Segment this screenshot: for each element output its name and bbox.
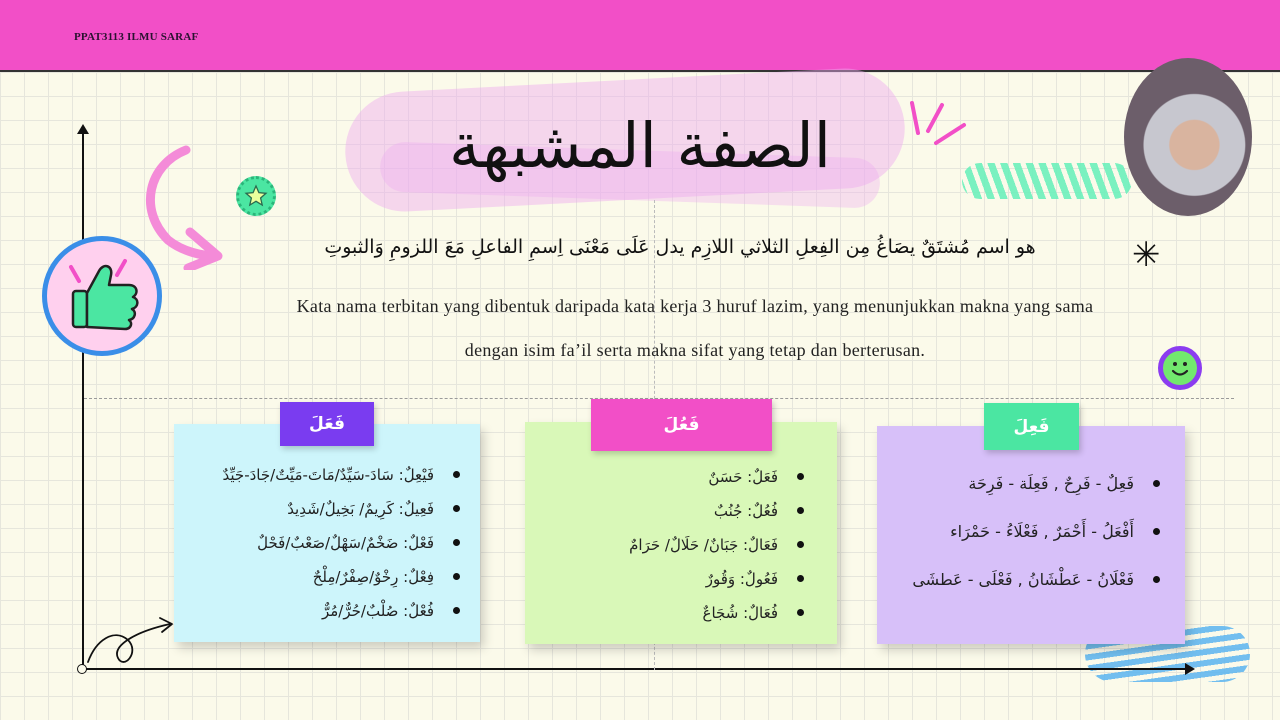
- card-tab-fa-ula: فَعُلَ: [591, 399, 772, 451]
- pattern-list-fa-ila: [890, 460, 1166, 604]
- pattern-list-fa-ula: [540, 460, 810, 630]
- x-axis-arrowhead: [1185, 663, 1195, 675]
- presenter-webcam: [1124, 58, 1252, 216]
- card-tab-fa-ala: فَعَلَ: [280, 402, 374, 446]
- x-axis-line: [82, 668, 1187, 670]
- star-icon: [236, 176, 276, 216]
- y-axis-arrowhead: [77, 124, 89, 134]
- list-item: فَعَالٌ: جَبَانٌ/ حَلَالٌ/ حَرَامٌ: [540, 528, 810, 562]
- y-axis-line: [82, 130, 84, 670]
- spark-lines-icon: [900, 95, 970, 155]
- list-item: فَعْلٌ: ضَخْمٌ/سَهْلٌ/صَعْبٌ/فَحْلٌ: [190, 526, 466, 560]
- list-item: فَعْلَانُ - عَطْشَانُ , فَعْلَى - عَطشَى: [890, 556, 1166, 604]
- asterisk-icon: ✳: [1132, 235, 1161, 275]
- list-item: فَعَلٌ: حَسَنٌ: [540, 460, 810, 494]
- thumbs-up-icon: [47, 241, 157, 351]
- list-item: فِعْلٌ: رِخْوٌ/صِفْرٌ/مِلْحٌ: [190, 560, 466, 594]
- smiley-icon: [1158, 346, 1202, 390]
- list-item: فَعُولٌ: وَقُورٌ: [540, 562, 810, 596]
- list-item: فَعِيلٌ: كَرِيمٌ/ بَخِيلٌ/شَدِيدٌ: [190, 492, 466, 526]
- card-tab-fa-ila: فَعِلَ: [984, 403, 1079, 450]
- list-item: أَفْعَلُ - أَحْمَرٌ , فَعْلَاءُ - حَمْرَاء: [890, 508, 1166, 556]
- course-code: PPAT3113 ILMU SARAF: [74, 31, 199, 43]
- arabic-definition: هو اسم مُشتَقٌ يصَاغُ مِن الفِعلِ الثلاثي اللازِم يدل عَلَى مَعْنَى اِسمِ الفاعلِ مَعَ اللزومِ وَالثبوتِ: [324, 236, 1036, 258]
- pattern-list-fa-ala: [190, 458, 466, 628]
- list-item: فَعِلٌ - فَرِحٌ , فَعِلَة - فَرِحَة: [890, 460, 1166, 508]
- list-item: فُعُلٌ: جُنُبٌ: [540, 494, 810, 528]
- loop-arrow-icon: [84, 610, 184, 670]
- slide-title: الصفة المشبهة: [449, 109, 831, 182]
- malay-definition-line-2: dengan isim fa’il serta makna sifat yang tetap dan berterusan.: [464, 340, 926, 360]
- list-item: فَيْعِلٌ: سَادَ-سَيِّدٌ/مَاتَ-مَيِّتٌ/جَادَ-جَيِّدٌ: [190, 458, 466, 492]
- list-item: فُعَالٌ: شُجَاعٌ: [540, 596, 810, 630]
- thumbs-up-badge: [42, 236, 162, 356]
- list-item: فُعْلٌ: صُلْبٌ/حُرٌّ/مُرٌّ: [190, 594, 466, 628]
- malay-definition-line-1: Kata nama terbitan yang dibentuk daripada kata kerja 3 huruf lazim, yang menunjukkan makna yang sama: [296, 296, 1094, 316]
- teal-scribble-decoration: [962, 163, 1132, 199]
